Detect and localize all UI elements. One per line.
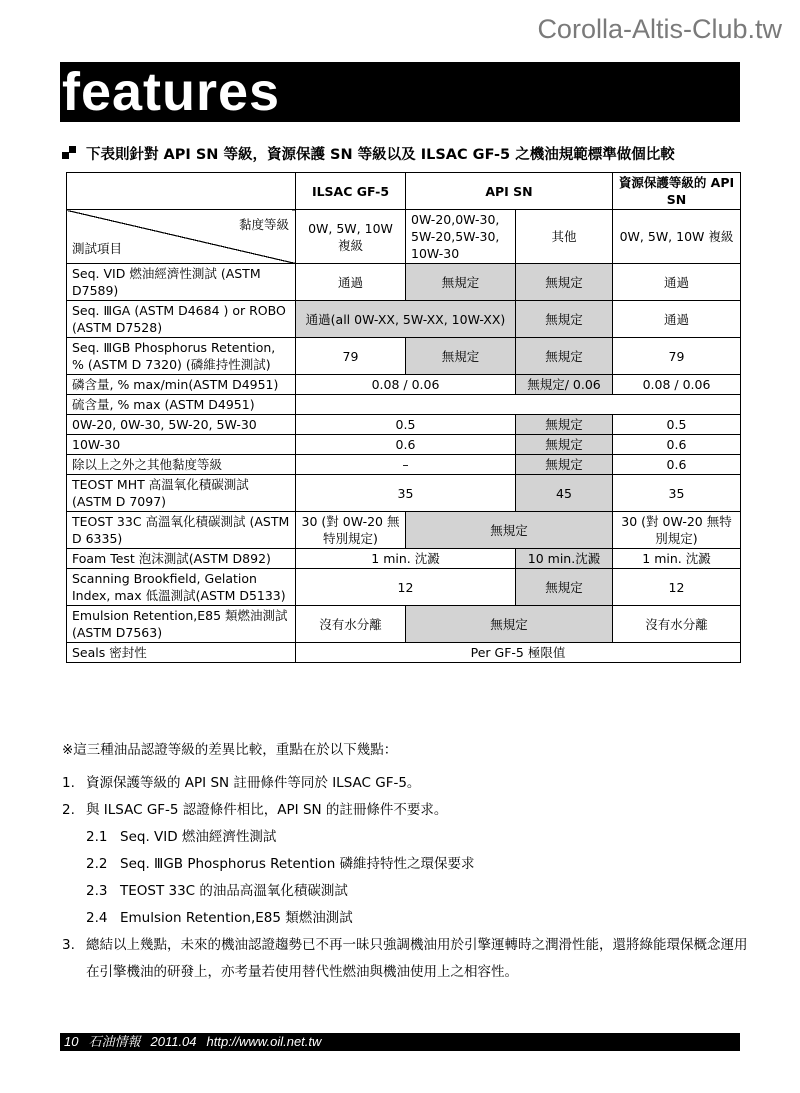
list-number: 3.	[62, 937, 75, 953]
viscosity-resource: 0W, 5W, 10W 複級	[613, 210, 741, 264]
sub-list-number: 2.3	[86, 883, 108, 899]
row-label: TEOST 33C 高溫氧化積碳測試 (ASTM D 6335)	[67, 512, 296, 549]
cell-apisn: 無規定	[406, 264, 516, 301]
sub-list-item	[62, 878, 752, 905]
cell-resource: 35	[613, 475, 741, 512]
corner-diagonal-cell	[67, 210, 296, 264]
cell-ilsac: 沒有水分離	[296, 606, 406, 643]
cell-resource: 0.5	[613, 415, 741, 435]
header-ilsac: ILSAC GF-5	[296, 173, 406, 210]
cell-other: 無規定	[516, 338, 613, 375]
cell-other: 45	[516, 475, 613, 512]
list-text: 總結以上幾點，未來的機油認證趨勢已不再一昧只強調機油用於引擎運轉時之潤滑性能，還將綠能環保概念運用在引擎機油的研發上，亦考量若使用替代性燃油與機油使用上之相容性。	[86, 937, 748, 980]
cell-resource: 0.08 / 0.06	[613, 375, 741, 395]
sub-list-text: Emulsion Retention,E85 類燃油測試	[120, 910, 353, 926]
page-title: features	[60, 62, 740, 122]
cell-other: 無規定	[516, 301, 613, 338]
cell-resource: 0.6	[613, 455, 741, 475]
viscosity-row	[67, 210, 741, 264]
cell-other: 10 min.沈澱	[516, 549, 613, 569]
cell-merged: 無規定	[406, 606, 613, 643]
cell-merged: Per GF-5 極限值	[296, 643, 741, 663]
cell-merged: 無規定	[406, 512, 613, 549]
sub-list-text: Seq. ⅢGB Phosphorus Retention 磷維持特性之環保要求	[120, 856, 475, 872]
cell-other: 無規定	[516, 264, 613, 301]
table-row	[67, 375, 741, 395]
cell-resource: 通過	[613, 264, 741, 301]
cell-merged: 35	[296, 475, 516, 512]
row-label: Scanning Brookfield, Gelation Index, max 低溫測試(ASTM D5133)	[67, 569, 296, 606]
page-footer	[60, 1033, 740, 1051]
list-text: 與 ILSAC GF-5 認證條件相比，API SN 的註冊條件不要求。	[86, 802, 448, 818]
table-row	[67, 395, 741, 415]
row-label: 10W-30	[67, 435, 296, 455]
sub-list-number: 2.4	[86, 910, 108, 926]
row-label: TEOST MHT 高溫氧化積碳測試 (ASTM D 7097)	[67, 475, 296, 512]
section-heading-text: 下表則針對 API SN 等級，資源保護 SN 等級以及 ILSAC GF-5 之機油規範標準做個比較	[86, 147, 675, 163]
table-row	[67, 264, 741, 301]
table-row	[67, 475, 741, 512]
table-row	[67, 415, 741, 435]
row-label: Seq. ⅢGB Phosphorus Retention, % (ASTM D 7320) (磷維持性測試)	[67, 338, 296, 375]
table-row	[67, 338, 741, 375]
table-row	[67, 569, 741, 606]
cell-apisn: 無規定	[406, 338, 516, 375]
viscosity-other: 其他	[516, 210, 613, 264]
row-label: 0W-20, 0W-30, 5W-20, 5W-30	[67, 415, 296, 435]
cell-other: 無規定	[516, 569, 613, 606]
cell-resource: 通過	[613, 301, 741, 338]
table-row	[67, 512, 741, 549]
row-label: Seals 密封性	[67, 643, 296, 663]
header-resource: 資源保護等級的 API SN	[613, 173, 741, 210]
cell-ilsac: 30 (對 0W-20 無特別規定)	[296, 512, 406, 549]
cell-merged: 1 min. 沈澱	[296, 549, 516, 569]
list-item	[62, 932, 752, 986]
list-number: 1.	[62, 775, 75, 791]
sub-list-number: 2.2	[86, 856, 108, 872]
cell-empty	[296, 395, 741, 415]
cell-merged: 通過(all 0W-XX, 5W-XX, 10W-XX)	[296, 301, 516, 338]
table-header-row	[67, 173, 741, 210]
row-label: 硫含量, % max (ASTM D4951)	[67, 395, 296, 415]
corner-viscosity-label: 黏度等級	[238, 217, 289, 232]
cell-merged: 0.08 / 0.06	[296, 375, 516, 395]
row-label: Emulsion Retention,E85 類燃油測試(ASTM D7563)	[67, 606, 296, 643]
cell-other: 無規定	[516, 455, 613, 475]
row-label: Foam Test 泡沫測試(ASTM D892)	[67, 549, 296, 569]
spec-comparison-table	[66, 172, 741, 663]
cell-merged: 0.5	[296, 415, 516, 435]
cell-resource: 1 min. 沈澱	[613, 549, 741, 569]
header-blank-cell	[67, 173, 296, 210]
table-row	[67, 301, 741, 338]
row-label: 磷含量, % max/min(ASTM D4951)	[67, 375, 296, 395]
list-number: 2.	[62, 802, 75, 818]
table-row	[67, 606, 741, 643]
sub-list-number: 2.1	[86, 829, 108, 845]
cell-resource: 12	[613, 569, 741, 606]
sub-list-item	[62, 905, 752, 932]
list-text: 資源保護等級的 API SN 註冊條件等同於 ILSAC GF-5。	[86, 775, 421, 791]
cell-ilsac: 79	[296, 338, 406, 375]
sub-list-text: Seq. VID 燃油經濟性測試	[120, 829, 277, 845]
viscosity-apisn: 0W-20,0W-30, 5W-20,5W-30, 10W-30	[406, 210, 516, 264]
cell-ilsac: 通過	[296, 264, 406, 301]
sub-list-text: TEOST 33C 的油品高溫氧化積碳測試	[120, 883, 348, 899]
cell-other: 無規定	[516, 435, 613, 455]
cell-resource: 79	[613, 338, 741, 375]
cell-resource: 沒有水分離	[613, 606, 741, 643]
table-row	[67, 549, 741, 569]
row-label: Seq. ⅢGA (ASTM D4684 ) or ROBO (ASTM D7528)	[67, 301, 296, 338]
cell-resource: 30 (對 0W-20 無特別規定)	[613, 512, 741, 549]
section-heading	[62, 143, 742, 164]
header-apisn: API SN	[406, 173, 613, 210]
bullet-squares-icon	[62, 146, 80, 160]
sub-list-item	[62, 851, 752, 878]
publication-name: 石油情報	[88, 1034, 141, 1049]
cell-other: 無規定/ 0.06	[516, 375, 613, 395]
notes-section	[62, 738, 752, 986]
cell-merged: 12	[296, 569, 516, 606]
sub-list-item	[62, 824, 752, 851]
table-row	[67, 435, 741, 455]
row-label: 除以上之外之其他黏度等級	[67, 455, 296, 475]
notes-lead: ※這三種油品認證等級的差異比較，重點在於以下幾點：	[62, 742, 398, 758]
table-row	[67, 643, 741, 663]
viscosity-ilsac: 0W, 5W, 10W 複級	[296, 210, 406, 264]
cell-merged: –	[296, 455, 516, 475]
cell-resource: 0.6	[613, 435, 741, 455]
site-watermark: Corolla-Altis-Club.tw	[537, 14, 782, 44]
list-item	[62, 797, 752, 824]
page-number: 10	[64, 1034, 79, 1049]
issue-date: 2011.04	[150, 1034, 197, 1049]
list-item	[62, 770, 752, 797]
cell-other: 無規定	[516, 415, 613, 435]
cell-merged: 0.6	[296, 435, 516, 455]
footer-url: http://www.oil.net.tw	[206, 1034, 322, 1049]
row-label: Seq. VID 燃油經濟性測試 (ASTM D7589)	[67, 264, 296, 301]
corner-test-label: 測試項目	[72, 241, 123, 256]
table-row	[67, 455, 741, 475]
